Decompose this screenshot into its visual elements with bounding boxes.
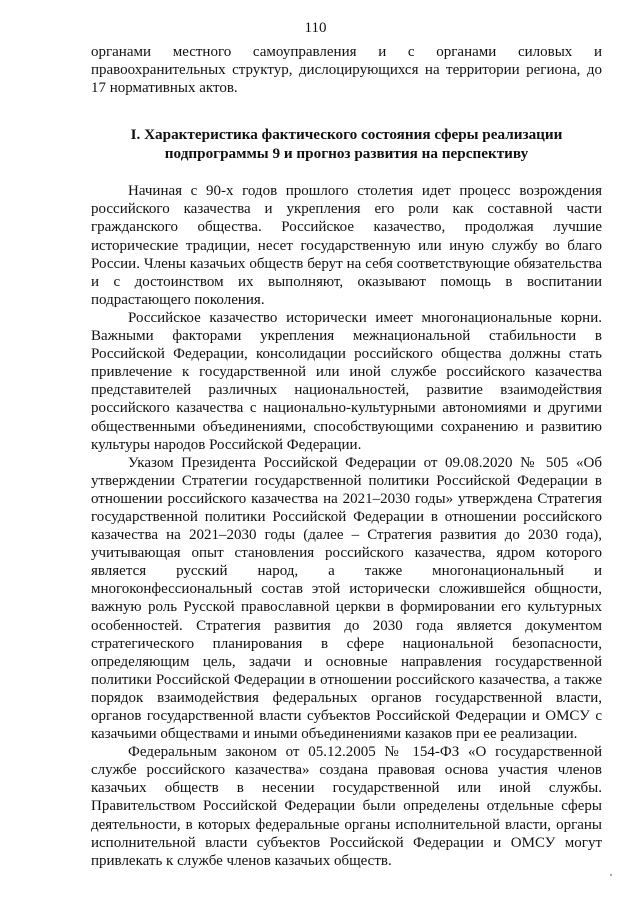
scan-dot bbox=[610, 874, 612, 876]
page-number: 110 bbox=[304, 20, 327, 36]
paragraph-federal-law: Федеральным законом от 05.12.2005 № 154-ФЗ «О государственной службе российского казачества» создана правовая основа участия членов казачьих обществ в несении государственной или иной службы. Правительством Российской Федерации были определены отдельные сферы деятельности, в которых федеральные органы исполнительной власти, органы исполнительной власти субъектов Российской Федерации и ОМСУ могут привлекать к службе членов казачьих обществ. bbox=[91, 744, 602, 869]
paragraph-multinational: Российское казачество исторически имеет многонациональные корни. Важными факторами укрепления межнациональной стабильности в Российской Федерации, консолидации российского общества должны стать привлечение к государственной или иной службе российского казачества представителей различных национальностей, развитие взаимодействия российского казачества с национально-культурными автономиями и другими общественными объединениями, способствующими сохранению и развитию культуры народов Российской Федерации. bbox=[91, 309, 602, 453]
section-heading-line-1: I. Характеристика фактического состояния сферы реализации bbox=[130, 126, 563, 144]
paragraph-strategy: Указом Президента Российской Федерации от 09.08.2020 № 505 «Об утверждении Стратегии государственной политики Российской Федерации в отношении российского казачества на 2021–2030 годы» утверждена Стратегия государственной политики Российской Федерации в отношении российского казачества на 2021–2030 годы (далее – Стратегия развития до 2030 года), учитывающая опыт становления российского казачества, ядром которого является русский народ, а также многонациональный и многоконфессиональный состав этой исторически сложившейся общности, важную роль Русской православной церкви в формировании его культурных особенностей. Стратегия развития до 2030 года является документом стратегического планирования в сфере национальной безопасности, определяющим цель, задачи и основные направления государственной политики Российской Федерации в отношении российского казачества, а также порядок взаимодействия федеральных органов государственной власти, органов государственной власти субъектов Российской Федерации и ОМСУ с казачьими обществами и иными объединениями казаков при ее реализации. bbox=[91, 454, 602, 743]
section-heading bbox=[91, 126, 602, 163]
section-heading-line-2: подпрограммы 9 и прогноз развития на перспективу bbox=[164, 144, 529, 162]
intro-paragraph: органами местного самоуправления и с органами силовых и правоохранительных структур, дислоцирующихся на территории региона, до 17 нормативных актов. bbox=[91, 44, 602, 97]
page-content bbox=[91, 43, 602, 870]
paragraph-revival: Начиная с 90-х годов прошлого столетия идет процесс возрождения российского казачества и укрепления его роли как составной части гражданского общества. Российское казачество, продолжая лучшие исторические традиции, несет государственную или иную службу во благо России. Члены казачьих обществ берут на себя соответствующие обязательства и с достоинством их выполняют, оказывают помощь в воспитании подрастающего поколения. bbox=[91, 183, 602, 308]
